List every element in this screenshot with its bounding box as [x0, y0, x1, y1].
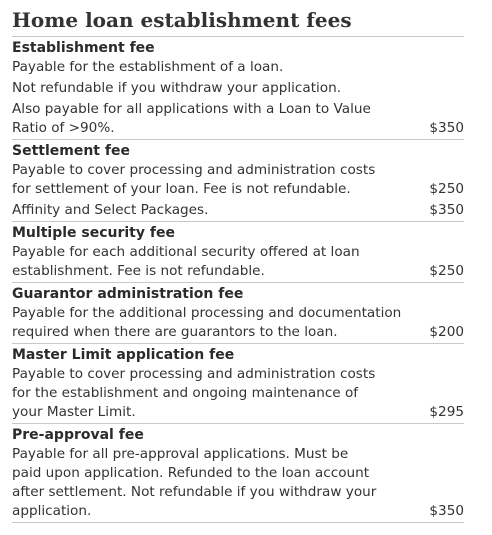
- fee-section-guarantor-administration: [12, 283, 464, 344]
- description-line: required when there are guarantors to the loan.: [12, 324, 338, 340]
- fee-item: [12, 445, 464, 521]
- fee-item: [12, 58, 464, 77]
- description-line: for the establishment and ongoing maintenance of: [12, 385, 359, 401]
- fee-item: [12, 365, 464, 422]
- fee-description: [12, 58, 283, 77]
- fee-item: [12, 201, 464, 220]
- description-line: establishment. Fee is not refundable.: [12, 263, 265, 279]
- fee-item: [12, 243, 464, 281]
- description-line: Payable for all pre-approval applications. Must be: [12, 446, 349, 462]
- description-line: paid upon application. Refunded to the loan account: [12, 465, 370, 481]
- description-line: Payable for each additional security offered at loan: [12, 244, 360, 260]
- description-line: application.: [12, 503, 92, 519]
- fee-section-establishment: [12, 37, 464, 140]
- fee-price: $250: [429, 181, 464, 197]
- fee-description: [12, 445, 376, 521]
- fee-schedule: [12, 6, 464, 523]
- fee-item: [12, 100, 464, 138]
- fee-heading: Settlement fee: [12, 143, 130, 159]
- description-line: Payable for the additional processing and documentation: [12, 305, 402, 321]
- fee-description: [12, 304, 401, 342]
- fee-item: [12, 161, 464, 199]
- fee-price: $200: [429, 324, 464, 340]
- description-line: Affinity and Select Packages.: [12, 202, 209, 218]
- fee-heading: Guarantor administration fee: [12, 286, 244, 302]
- description-line: Payable to cover processing and administration costs: [12, 162, 376, 178]
- fee-section-settlement: [12, 140, 464, 222]
- description-line: for settlement of your loan. Fee is not refundable.: [12, 181, 351, 197]
- fee-item: [12, 304, 464, 342]
- fee-heading: Pre-approval fee: [12, 427, 144, 443]
- fee-description: [12, 201, 208, 220]
- fee-price: $350: [429, 503, 464, 519]
- description-line: your Master Limit.: [12, 404, 136, 420]
- fee-section-pre-approval: [12, 424, 464, 523]
- fee-price: $350: [429, 202, 464, 218]
- fee-description: [12, 365, 375, 422]
- fee-description: [12, 243, 360, 281]
- description-line: after settlement. Not refundable if you withdraw your: [12, 484, 377, 500]
- description-line: Also payable for all applications with a Loan to Value: [12, 101, 371, 117]
- description-line: Payable to cover processing and administration costs: [12, 366, 376, 382]
- fee-price: $250: [429, 263, 464, 279]
- fee-section-multiple-security: [12, 222, 464, 283]
- fee-price: $295: [429, 404, 464, 420]
- fee-item: [12, 79, 464, 98]
- fee-price: $350: [429, 120, 464, 136]
- fee-heading: Multiple security fee: [12, 225, 175, 241]
- description-line: Ratio of >90%.: [12, 120, 115, 136]
- fee-description: [12, 100, 371, 138]
- fee-section-master-limit: [12, 344, 464, 424]
- description-line: Payable for the establishment of a loan.: [12, 59, 284, 75]
- fee-description: [12, 79, 341, 98]
- description-line: Not refundable if you withdraw your application.: [12, 80, 342, 96]
- fee-description: [12, 161, 375, 199]
- page-title: Home loan establishment fees: [12, 6, 464, 37]
- fee-heading: Master Limit application fee: [12, 347, 235, 363]
- fee-heading: Establishment fee: [12, 40, 155, 56]
